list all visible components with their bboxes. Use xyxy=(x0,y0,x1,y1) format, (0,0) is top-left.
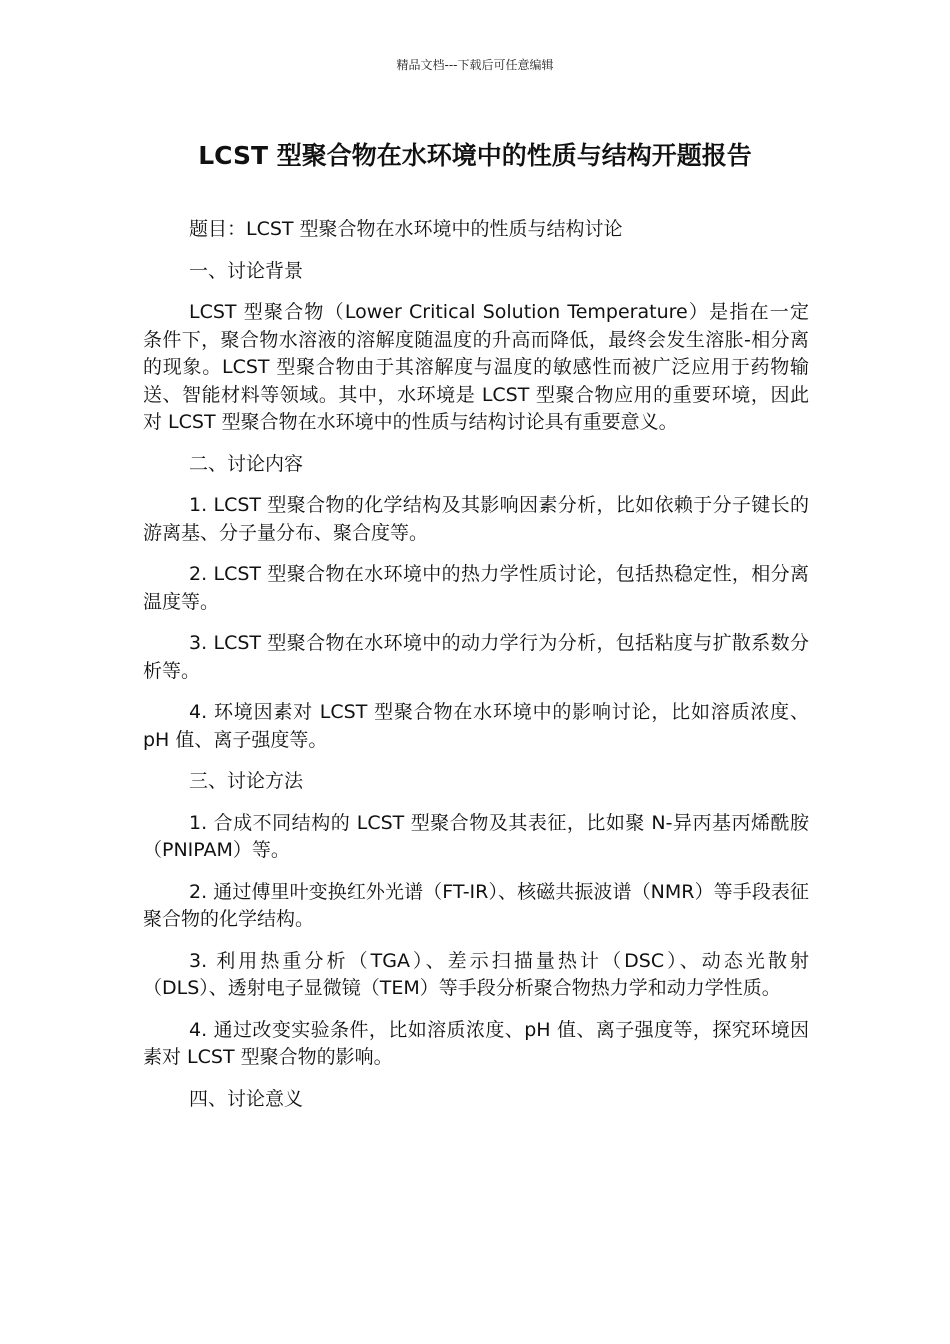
document-title: LCST 型聚合物在水环境中的性质与结构开题报告 xyxy=(198,141,752,170)
section-heading-method: 三、讨论方法 xyxy=(189,770,304,792)
content-item-4: 4. 环境因素对 LCST 型聚合物在水环境中的影响讨论，比如溶质浓度、pH 值、离子强度等。 xyxy=(143,701,809,751)
topic-line: 题目：LCST 型聚合物在水环境中的性质与结构讨论 xyxy=(189,218,623,240)
content-item-1: 1. LCST 型聚合物的化学结构及其影响因素分析，比如依赖于分子键长的游离基、分子量分布、聚合度等。 xyxy=(143,494,809,544)
section-heading-significance: 四、讨论意义 xyxy=(189,1087,304,1110)
section-heading-content: 二、讨论内容 xyxy=(189,452,304,475)
method-item-1: 1. 合成不同结构的 LCST 型聚合物及其表征，比如聚 N-异丙基丙烯酰胺（PNIPAM）等。 xyxy=(143,811,809,861)
method-item-2: 2. 通过傅里叶变换红外光谱（FT-IR）、核磁共振波谱（NMR）等手段表征聚合物的化学结构。 xyxy=(143,880,809,930)
background-paragraph: LCST 型聚合物（Lower Critical Solution Temperature）是指在一定条件下，聚合物水溶液的溶解度随温度的升高而降低，最终会发生溶胀-相分离的现象。LCST 型聚合物由于其溶解度与温度的敏感性而被广泛应用于药物输送、智能材料等领域。其中，水环境是 LCST 型聚合物应用的重要环境，因此对 LCST 型聚合物在水环境中的性质与结构讨论具有重要意义。 xyxy=(143,301,809,433)
content-item-3: 3. LCST 型聚合物在水环境中的动力学行为分析，包括粘度与扩散系数分析等。 xyxy=(143,632,809,682)
method-item-4: 4. 通过改变实验条件，比如溶质浓度、pH 值、离子强度等，探究环境因素对 LCST 型聚合物的影响。 xyxy=(143,1018,809,1068)
method-item-3: 3. 利用热重分析（TGA）、差示扫描量热计（DSC）、动态光散射（DLS）、透射电子显微镜（TEM）等手段分析聚合物热力学和动力学性质。 xyxy=(143,949,809,999)
document-body xyxy=(143,216,809,1127)
section-heading-background: 一、讨论背景 xyxy=(189,259,304,282)
content-item-2: 2. LCST 型聚合物在水环境中的热力学性质讨论，包括热稳定性，相分离温度等。 xyxy=(143,563,809,613)
header-note: 精品文档---下载后可任意编辑 xyxy=(396,58,554,72)
